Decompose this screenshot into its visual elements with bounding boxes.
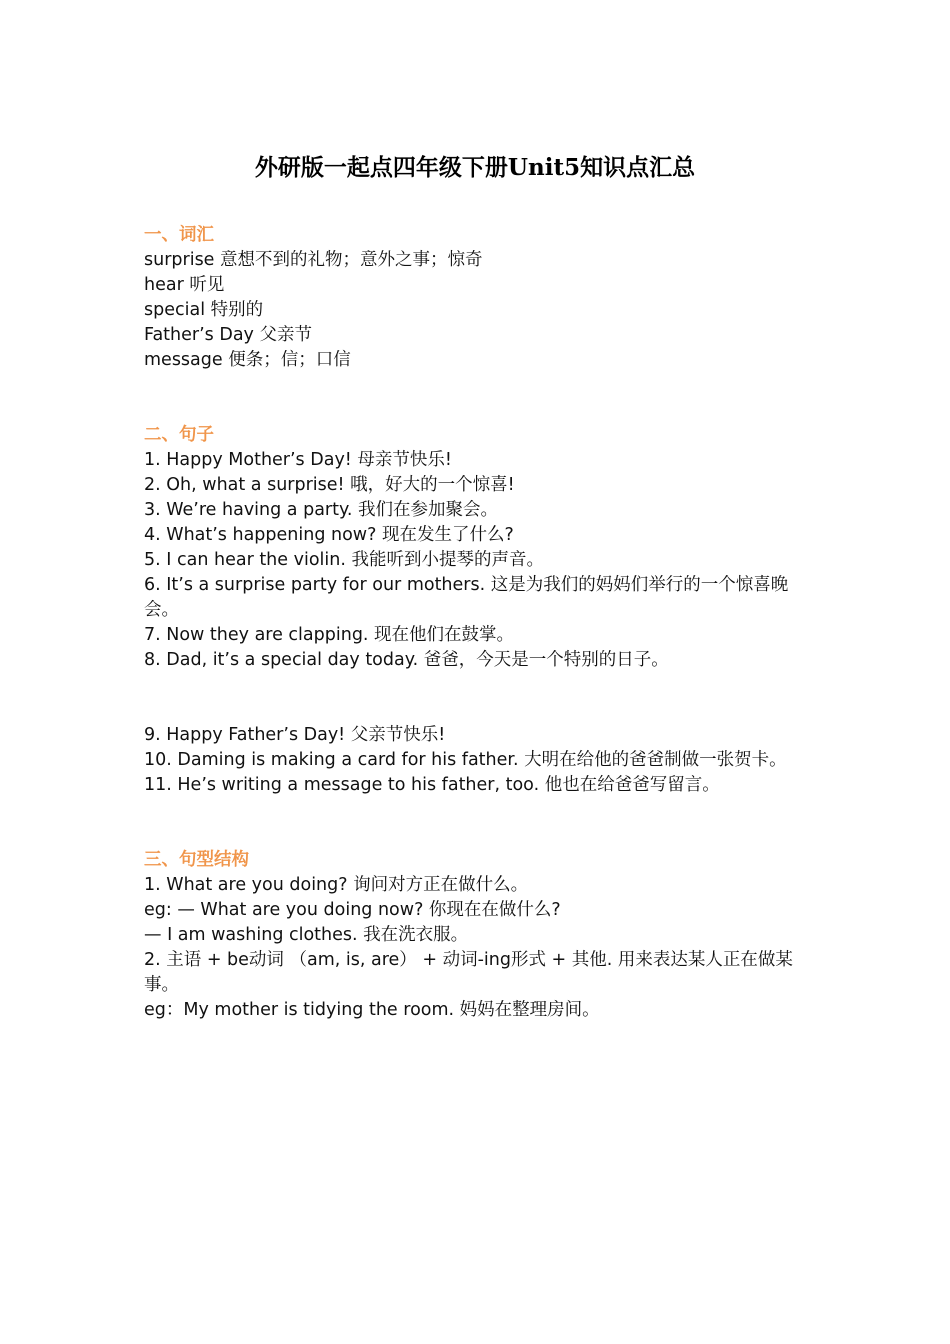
vocab-item: special 特别的 <box>144 300 264 320</box>
spacer <box>144 798 810 848</box>
structure-item: eg: — What are you doing now? 你现在在做什么? <box>144 900 561 920</box>
sentence-item: 4. What’s happening now? 现在发生了什么? <box>144 525 514 545</box>
document-body <box>144 223 810 1023</box>
sentence-item: 1. Happy Mother’s Day! 母亲节快乐! <box>144 450 452 470</box>
sentence-item: 8. Dad, it’s a special day today. 爸爸，今天是一个特别的日子。 <box>144 650 669 670</box>
sentence-item: 5. I can hear the violin. 我能听到小提琴的声音。 <box>144 550 544 570</box>
sentence-item: 10. Daming is making a card for his father. 大明在给他的爸爸制做一张贺卡。 <box>144 750 787 770</box>
vocab-item: surprise 意想不到的礼物；意外之事；惊奇 <box>144 250 483 270</box>
sentence-item: 11. He’s writing a message to his father, too. 他也在给爸爸写留言。 <box>144 775 720 795</box>
sentence-item: 2. Oh, what a surprise! 哦，好大的一个惊喜! <box>144 475 515 495</box>
section-heading-sentences: 二、句子 <box>144 425 214 445</box>
section-heading-vocab: 一、词汇 <box>144 225 214 245</box>
sentence-item: 9. Happy Father’s Day! 父亲节快乐! <box>144 725 446 745</box>
spacer <box>144 673 810 723</box>
structure-item: 1. What are you doing? 询问对方正在做什么。 <box>144 875 529 895</box>
structure-item: — I am washing clothes. 我在洗衣服。 <box>144 925 469 945</box>
sentence-item: 6. It’s a surprise party for our mothers. 这是为我们的妈妈们举行的一个惊喜晚会。 <box>144 575 789 620</box>
document-title: 外研版一起点四年级下册Unit5知识点汇总 <box>254 154 696 181</box>
vocab-item: message 便条；信；口信 <box>144 350 351 370</box>
vocab-item: hear 听见 <box>144 275 225 295</box>
spacer <box>144 373 810 423</box>
structure-item: 2. 主语 + be动词 （am, is, are） + 动词-ing形式 + 其他. 用来表达某人正在做某事。 <box>144 950 793 995</box>
sentence-item: 3. We’re having a party. 我们在参加聚会。 <box>144 500 498 520</box>
vocab-item: Father’s Day 父亲节 <box>144 325 312 345</box>
structure-item: eg：My mother is tidying the room. 妈妈在整理房间。 <box>144 1000 600 1020</box>
sentence-item: 7. Now they are clapping. 现在他们在鼓掌。 <box>144 625 515 645</box>
section-heading-structures: 三、句型结构 <box>144 850 249 870</box>
